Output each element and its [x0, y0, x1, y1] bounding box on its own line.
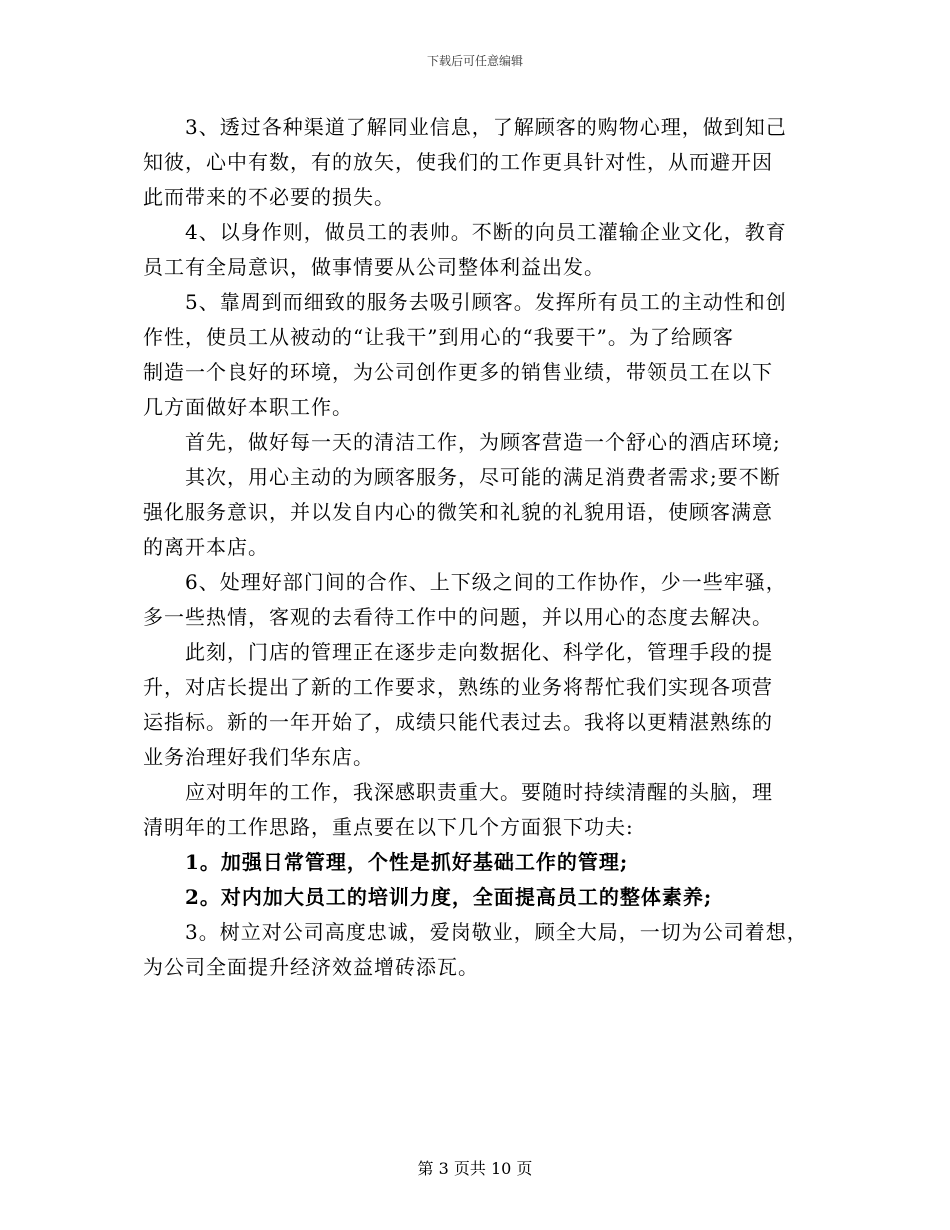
paragraph-line: 应对明年的工作，我深感职责重大。要随时持续清醒的头脑，理: [185, 780, 773, 804]
paragraph-line: 为公司全面提升经济效益增砖添瓦。: [143, 955, 479, 979]
paragraph-line: 清明年的工作思路，重点要在以下几个方面狠下功夫:: [143, 815, 634, 839]
paragraph-line: 强化服务意识，并以发自内心的微笑和礼貌的礼貌用语，使顾客满意: [143, 500, 773, 524]
paragraph-line: 作性，使员工从被动的“让我干”到用心的“我要干”。为了给顾客: [143, 325, 734, 349]
paragraph-line: 其次，用心主动的为顾客服务，尽可能的满足消费者需求;要不断: [185, 465, 781, 489]
paragraph-line: 此刻，门店的管理正在逐步走向数据化、科学化，管理手段的提: [185, 640, 773, 664]
page-header: 下载后可任意编辑: [426, 54, 523, 68]
page-footer: 第 3 页共 10 页: [417, 1159, 533, 1178]
paragraph-line: 6、处理好部门间的合作、上下级之间的工作协作，少一些牢骚，: [185, 570, 787, 594]
list-item: 3。树立对公司高度忠诚，爱岗敬业，顾全大局，一切为公司着想，: [185, 920, 808, 944]
paragraph-line: 几方面做好本职工作。: [143, 395, 353, 419]
paragraph-line: 业务治理好我们华东店。: [143, 745, 374, 769]
document-body: [143, 110, 808, 985]
paragraph-line: 3、透过各种渠道了解同业信息，了解顾客的购物心理，做到知己: [185, 115, 787, 139]
paragraph-line: 知彼，心中有数，有的放矢，使我们的工作更具针对性，从而避开因: [143, 150, 773, 174]
paragraph-line: 5、靠周到而细致的服务去吸引顾客。发挥所有员工的主动性和创: [185, 290, 787, 314]
paragraph-line: 的离开本店。: [143, 535, 269, 559]
list-item-bold: 2。对内加大员工的培训力度，全面提高员工的整体素养;: [185, 885, 713, 909]
list-item-bold: 1。加强日常管理，个性是抓好基础工作的管理;: [185, 850, 629, 874]
paragraph-line: 首先，做好每一天的清洁工作，为顾客营造一个舒心的酒店环境;: [185, 430, 781, 454]
paragraph-line: 员工有全局意识，做事情要从公司整体利益出发。: [143, 255, 605, 279]
paragraph-line: 运指标。新的一年开始了，成绩只能代表过去。我将以更精湛熟练的: [143, 710, 773, 734]
paragraph-line: 4、以身作则，做员工的表帅。不断的向员工灌输企业文化，教育: [185, 220, 787, 244]
paragraph-line: 升，对店长提出了新的工作要求，熟练的业务将帮忙我们实现各项营: [143, 675, 773, 699]
paragraph-line: 制造一个良好的环境，为公司创作更多的销售业绩，带领员工在以下: [143, 360, 773, 384]
paragraph-line: 此而带来的不必要的损失。: [143, 185, 395, 209]
paragraph-line: 多一些热情，客观的去看待工作中的问题，并以用心的态度去解决。: [143, 605, 773, 629]
